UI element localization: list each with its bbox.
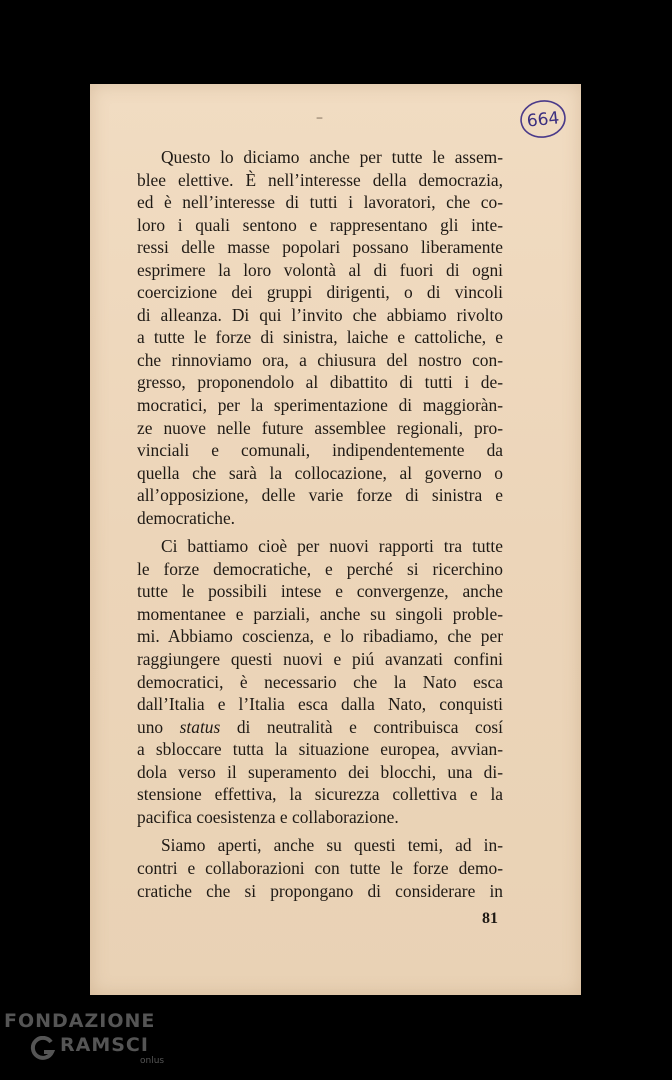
- text-line: pacifica coesistenza e collaborazione.: [137, 806, 399, 827]
- header-dash: –: [316, 110, 323, 126]
- logo-g-icon: [30, 1036, 56, 1062]
- text-line: gresso, proponendolo al dibattito di tutti i de-: [137, 372, 503, 393]
- text-line: stensione effettiva, la sicurezza collettiva e la: [137, 784, 503, 805]
- archive-stamp-number: 664: [525, 108, 561, 132]
- text-line: loro i quali sentono e rappresentano gli inte-: [137, 214, 503, 235]
- archive-stamp: [518, 98, 568, 140]
- text-line: dola verso il superamento dei blocchi, una di-: [137, 761, 503, 782]
- text-line: mi. Abbiamo coscienza, e lo ribadiamo, che per: [137, 626, 503, 647]
- text-line: tutte le possibili intese e convergenze, anche: [137, 581, 503, 602]
- text-line: vinciali e comunali, indipendentemente da: [137, 440, 503, 461]
- text-line: a tutte le forze di sinistra, laiche e cattoliche, e: [137, 327, 503, 348]
- text-line: momentanee e parziali, anche su singoli proble-: [137, 603, 503, 624]
- text-line: ze nuove nelle future assemblee regionali, pro-: [137, 417, 503, 438]
- body-text: [137, 146, 503, 902]
- text-line: coercizione dei gruppi dirigenti, o di vincoli: [137, 282, 503, 303]
- text-line: raggiungere questi nuovi e piú avanzati confini: [137, 649, 503, 670]
- text-line: Questo lo diciamo anche per tutte le assem-: [161, 147, 503, 167]
- logo-line1: FONDAZIONE: [4, 1010, 156, 1032]
- page-number: 81: [482, 910, 498, 927]
- logo-small-text: onlus: [140, 1056, 165, 1066]
- fondazione-gramsci-logo: [4, 1010, 174, 1070]
- text-line: contri e collaborazioni con tutte le forze demo-: [137, 857, 503, 878]
- text-line: cratiche che si propongano di considerare in: [137, 880, 503, 901]
- text-line: blee elettive. È nell’interesse della democrazia,: [137, 169, 503, 190]
- text-line: di alleanza. Di qui l’invito che abbiamo rivolto: [137, 304, 503, 325]
- text-line: democratici, è necessario che la Nato esca: [137, 671, 503, 692]
- text-line: quella che sarà la collocazione, al governo o: [137, 462, 503, 483]
- text-line: uno status di neutralità e contribuisca cosí: [137, 716, 503, 737]
- text-line: che rinnoviamo ora, a chiusura del nostro con-: [137, 349, 503, 370]
- text-line: Siamo aperti, anche su questi temi, ad in-: [161, 835, 503, 856]
- text-line: ed è nell’interesse di tutti i lavoratori, che co-: [137, 192, 503, 213]
- text-line: mocratici, per la sperimentazione di maggioràn-: [137, 395, 503, 416]
- text-line: all’opposizione, delle varie forze di sinistra e: [137, 485, 503, 506]
- text-line: dall’Italia e l’Italia esca dalla Nato, conquisti: [137, 694, 503, 715]
- text-line: a sbloccare tutta la situazione europea, avvian-: [137, 739, 503, 760]
- text-line: le forze democratiche, e perché si ricerchino: [137, 558, 503, 579]
- text-line: ressi delle masse popolari possano liberamente: [137, 237, 503, 258]
- italic-word: status: [179, 716, 221, 737]
- text-line: esprimere la loro volontà al di fuori di ogni: [137, 259, 503, 280]
- text-line: Ci battiamo cioè per nuovi rapporti tra tutte: [161, 536, 503, 557]
- book-page: [90, 84, 581, 995]
- logo-line2: RAMSCI: [60, 1034, 149, 1056]
- text-line: democratiche.: [137, 507, 236, 528]
